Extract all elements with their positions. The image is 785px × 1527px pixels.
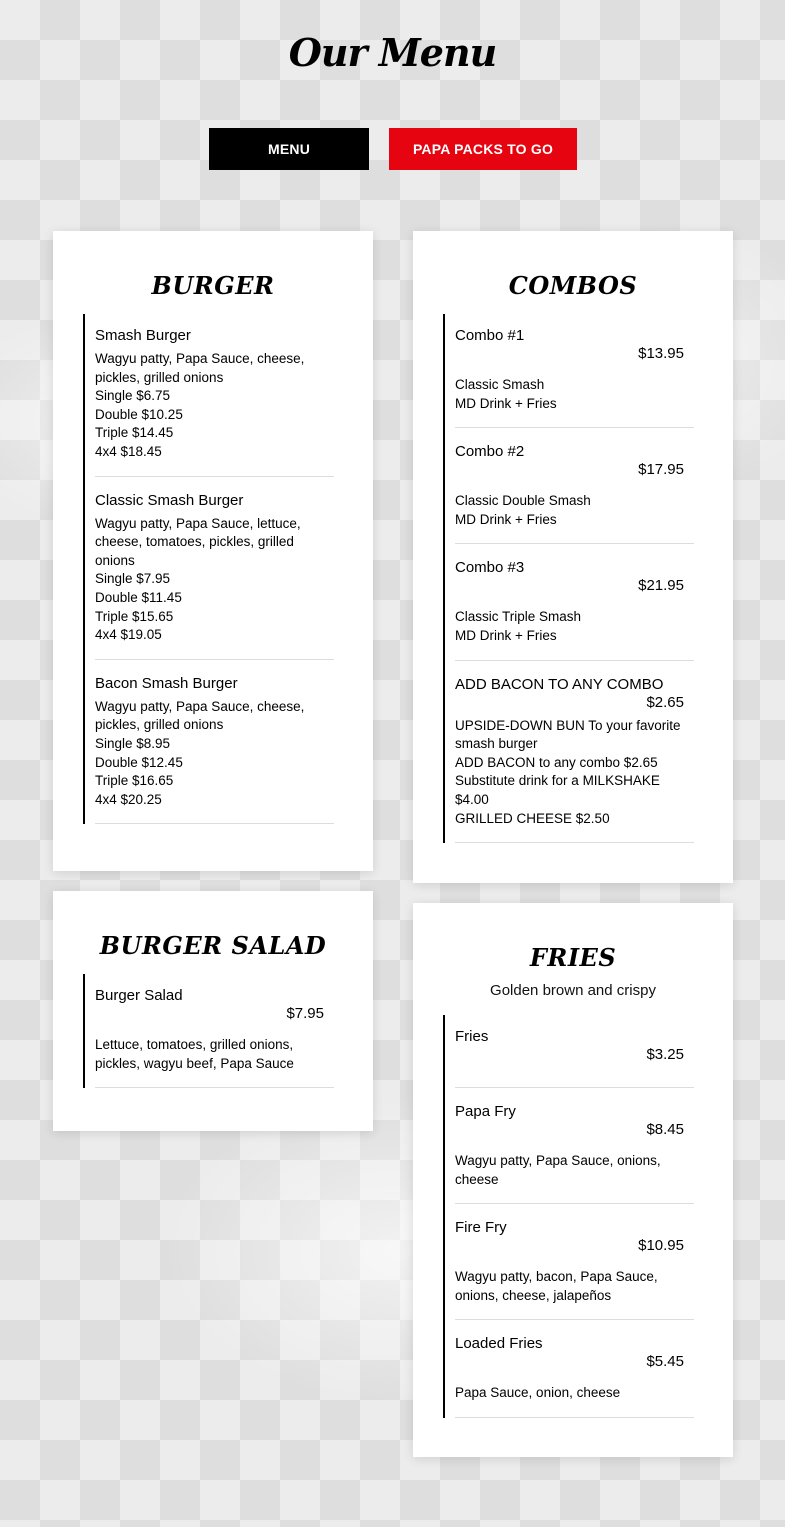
menu-tabs xyxy=(0,128,785,170)
card-title: BURGER xyxy=(151,271,275,300)
item-list xyxy=(443,1015,694,1418)
item-price: $3.25 xyxy=(646,1046,684,1063)
item-description: Wagyu patty, bacon, Papa Sauce, onions, cheese, jalapeños xyxy=(455,1269,658,1303)
menu-item xyxy=(455,1204,694,1320)
item-name: Fries xyxy=(455,1028,489,1045)
item-description: Lettuce, tomatoes, grilled onions, pickles, wagyu beef, Papa Sauce xyxy=(95,1037,294,1071)
menu-item xyxy=(455,1015,694,1088)
item-description: Wagyu patty, Papa Sauce, lettuce, cheese, tomatoes, pickles, grilled onions Single $7.95 Double $11.45 Triple $15.65 4x4 $19.05 xyxy=(95,515,301,643)
item-name: Fire Fry xyxy=(455,1219,507,1237)
item-price: $17.95 xyxy=(638,461,684,479)
item-price: $10.95 xyxy=(638,1237,684,1255)
item-name: ADD BACON TO ANY COMBO xyxy=(455,675,664,693)
fries-card xyxy=(413,903,733,1457)
item-price: $8.45 xyxy=(646,1121,684,1138)
combos-card xyxy=(413,231,733,883)
page-title: Our Menu xyxy=(288,30,497,75)
item-price: $7.95 xyxy=(286,1005,324,1022)
item-name: Combo #3 xyxy=(455,559,525,577)
item-description: Classic Smash MD Drink + Fries xyxy=(455,377,557,411)
item-description: Classic Double Smash MD Drink + Fries xyxy=(455,493,591,527)
burger-card xyxy=(53,231,373,871)
item-name: Loaded Fries xyxy=(455,1335,543,1353)
burger-salad-card xyxy=(53,891,373,1131)
item-description: Wagyu patty, Papa Sauce, onions, cheese xyxy=(455,1153,661,1187)
item-name: Combo #1 xyxy=(455,327,525,344)
tab-menu[interactable]: MENU xyxy=(209,128,369,170)
item-list xyxy=(83,314,334,824)
item-list xyxy=(443,314,694,843)
card-title: BURGER SALAD xyxy=(99,931,327,960)
menu-item xyxy=(455,661,694,844)
menu-item xyxy=(95,314,334,477)
menu-item xyxy=(95,974,334,1088)
menu-item xyxy=(95,660,334,825)
item-description: Papa Sauce, onion, cheese xyxy=(455,1385,621,1401)
item-description: Wagyu patty, Papa Sauce, cheese, pickles, grilled onions Single $8.95 Double $12.45 Triple $16.65 4x4 $20.25 xyxy=(95,698,305,807)
item-price: $2.65 xyxy=(646,693,684,711)
tab-papa-packs-to-go[interactable]: PAPA PACKS TO GO xyxy=(389,128,577,170)
item-price: $5.45 xyxy=(646,1353,684,1371)
card-title: COMBOS xyxy=(508,271,638,300)
menu-item xyxy=(455,544,694,660)
item-name: Papa Fry xyxy=(455,1103,516,1120)
item-description: Wagyu patty, Papa Sauce, cheese, pickles, grilled onions Single $6.75 Double $10.25 Triple $14.45 4x4 $18.45 xyxy=(95,351,305,459)
item-name: Combo #2 xyxy=(455,443,525,461)
item-list xyxy=(83,974,334,1088)
card-subtitle: Golden brown and crispy xyxy=(490,982,656,999)
menu-item xyxy=(455,1320,694,1418)
item-name: Classic Smash Burger xyxy=(95,491,244,509)
menu-item xyxy=(455,1088,694,1204)
item-price: $13.95 xyxy=(638,345,684,362)
item-description: Classic Triple Smash MD Drink + Fries xyxy=(455,609,582,643)
menu-item xyxy=(455,314,694,428)
item-price: $21.95 xyxy=(638,577,684,595)
item-name: Smash Burger xyxy=(95,327,191,344)
item-name: Bacon Smash Burger xyxy=(95,674,238,692)
item-description: UPSIDE-DOWN BUN To your favorite smash burger ADD BACON to any combo $2.65 Substitute drink for a MILKSHAKE $4.00 GRILLED CHEESE $2.50 xyxy=(455,717,681,826)
menu-item xyxy=(455,428,694,544)
menu-item xyxy=(95,477,334,660)
card-title: FRIES xyxy=(529,943,617,972)
item-name: Burger Salad xyxy=(95,987,183,1004)
